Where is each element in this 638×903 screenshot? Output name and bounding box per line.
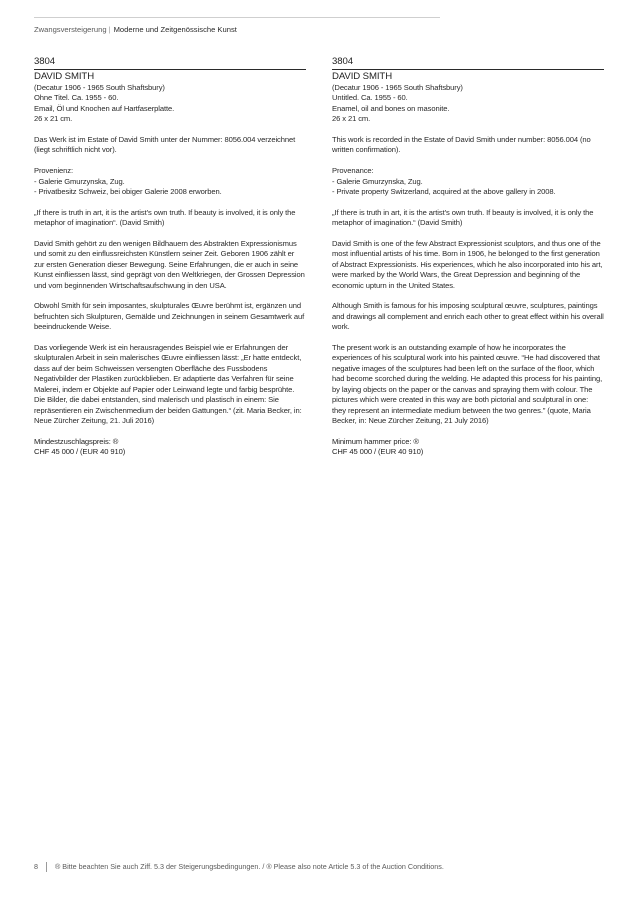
- provenance-item: - Privatbesitz Schweiz, bei obiger Galerie 2008 erworben.: [34, 187, 222, 197]
- description-paragraph: David Smith is one of the few Abstract Expressionist sculptors, and thus one of the most influential artists of his time. Born in 1906, he belonged to the first generation of Abstract Expressionists. His experiences, which he also incorporated into his art, were marked by the World Wars, the Great Depression and beginning of the economic upturn in the United States.: [332, 239, 603, 290]
- lot-entry-german: [34, 56, 306, 458]
- price-label: Mindestzuschlagspreis: ®: [34, 436, 119, 446]
- artist-quote: „If there is truth in art, it is the artist’s own truth. If beauty is involved, it is only the metaphor of imagination.“ (David Smith): [332, 207, 594, 228]
- artwork-medium: Enamel, oil and bones on masonite.: [332, 103, 450, 113]
- description-paragraph: Although Smith is famous for his imposing sculptural œuvre, sculptures, paintings and drawings all complement and enrich each other to great effect within his overall work.: [332, 301, 604, 332]
- page-number: 8: [34, 862, 47, 872]
- artist-name: DAVID SMITH: [332, 71, 393, 82]
- header-section-left: Zwangsversteigerung: [34, 25, 107, 34]
- header-rule: [34, 17, 440, 18]
- description-paragraph: The present work is an outstanding example of how he incorporates the experiences of his sculptural work into his painted œuvre. “He had discovered that negative images of the sculptures had been left on the surface of the floor, which had become scorched during the welding. He adapted this process for his painting, by laying objects on the paper or the canvas and spraying them with colour. The pictures which were created in this way are both pictorial and sculptural in one: they represent an intermediate medium between the two genres.” (quote, Maria Becker, in: Neue Zürcher Zeitung, 21 July 2016): [332, 343, 603, 425]
- page-footer: [34, 862, 444, 872]
- footer-note: ® Bitte beachten Sie auch Ziff. 5.3 der Steigerungsbedingungen. / ® Please also note Article 5.3 of the Auction Conditions.: [55, 862, 444, 871]
- provenance-title: Provenance:: [332, 166, 374, 176]
- artwork-medium: Email, Öl und Knochen auf Hartfaserplatte.: [34, 103, 175, 113]
- artist-quote: „If there is truth in art, it is the artist’s own truth. If beauty is involved, it is only the metaphor of imagination“. (David Smith): [34, 207, 296, 228]
- lot-entry-english: [332, 56, 604, 458]
- provenance-item: - Private property Switzerland, acquired at the above gallery in 2008.: [332, 187, 556, 197]
- price-label: Minimum hammer price: ®: [332, 436, 419, 446]
- price-value: CHF 45 000 / (EUR 40 910): [34, 447, 126, 457]
- artist-dates: (Decatur 1906 - 1965 South Shaftsbury): [332, 83, 463, 92]
- header-separator: |: [108, 25, 111, 34]
- header-section-right: Moderne und Zeitgenössische Kunst: [113, 25, 237, 34]
- provenance-title: Provenienz:: [34, 166, 74, 176]
- description-paragraph: Das vorliegende Werk ist ein herausragendes Beispiel wie er Erfahrungen der skulpturalen Arbeit in sein malerisches Œuvre einfliessen lässt: „Er hatte entdeckt, dass auf der beim Schweissen versengten Oberfläche des Fussbodens Negativbilder der Plastiken zurückblieben. Er adaptierte das Verfahren für seine Malerei, indem er Objekte auf Papier oder Leinwand legte und farbig besprühte. Die Bilder, die dabei entstanden, sind malerisch und plastisch in einem: Sie repräsentieren ein Zwischenmedium der beiden Gattungen.“ (zit. Maria Becker, in: Neue Zürcher Zeitung, 21. Juli 2016): [34, 343, 302, 425]
- running-header: [34, 25, 440, 35]
- estate-note: This work is recorded in the Estate of David Smith under number: 8056.004 (no written confirmation).: [332, 135, 591, 155]
- artwork-title: Ohne Titel. Ca. 1955 - 60.: [34, 93, 119, 103]
- artwork-title: Untitled. Ca. 1955 - 60.: [332, 93, 408, 103]
- lot-rule: [34, 69, 306, 70]
- description-paragraph: Obwohl Smith für sein imposantes, skulpturales Œuvre berühmt ist, ergänzen und befruchten sich Skulpturen, Gemälde und Zeichnungen in seinem Gesamtwerk auf beeindruckende Weise.: [34, 301, 305, 332]
- description-paragraph: David Smith gehört zu den wenigen Bildhauern des Abstrakten Expressionismus und somit zu den einflussreichsten Künstlern seiner Zeit. Geboren 1906 zählt er zur ersten Generation dieser Bewegung. Seine Erfahrungen, die er auch in seine Kunst einfliessen lässt, sind geprägt von den Weltkriegen, der Grossen Depression und vom beginnenden Wirtschaftsaufschwung in den USA.: [34, 239, 305, 290]
- provenance-item: - Galerie Gmurzynska, Zug.: [332, 176, 423, 186]
- artwork-dimensions: 26 x 21 cm.: [34, 114, 73, 124]
- artist-dates: (Decatur 1906 - 1965 South Shaftsbury): [34, 83, 165, 92]
- artist-name: DAVID SMITH: [34, 71, 95, 82]
- lot-rule: [332, 69, 604, 70]
- artwork-dimensions: 26 x 21 cm.: [332, 114, 371, 124]
- price-value: CHF 45 000 / (EUR 40 910): [332, 447, 424, 457]
- lot-number: 3804: [332, 56, 353, 67]
- provenance-item: - Galerie Gmurzynska, Zug.: [34, 176, 125, 186]
- lot-number: 3804: [34, 56, 55, 67]
- estate-note: Das Werk ist im Estate of David Smith unter der Nummer: 8056.004 verzeichnet (liegt schriftlich nicht vor).: [34, 135, 296, 155]
